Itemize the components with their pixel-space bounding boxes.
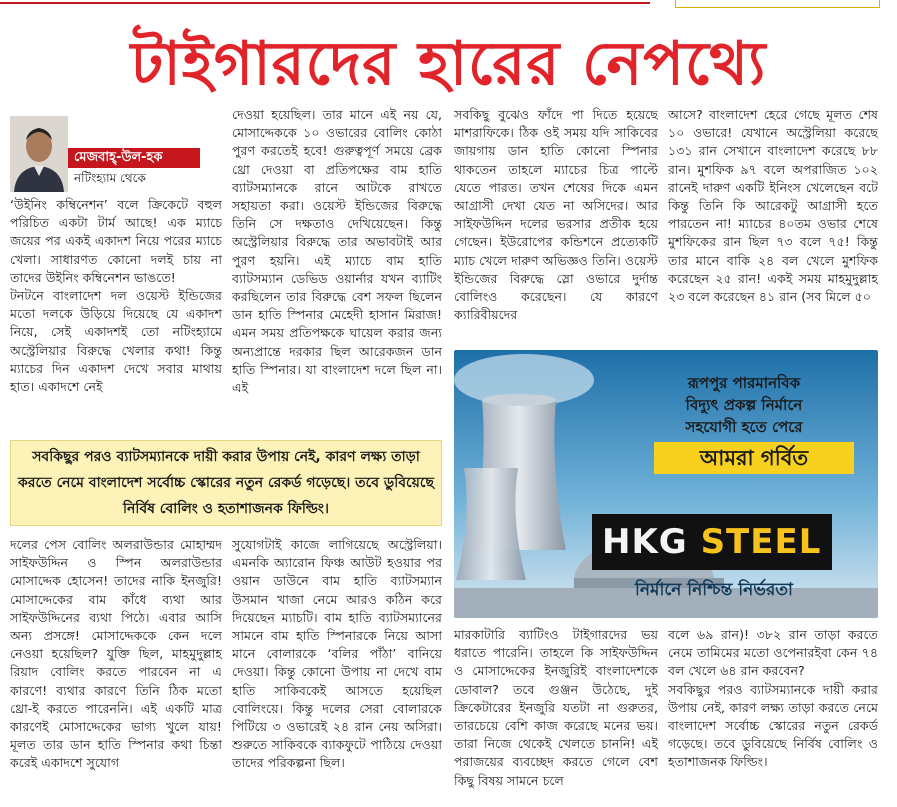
- top-rule: [0, 2, 650, 4]
- paragraph: সবকিছুর পরও ব্যাটসম্যানকে দায়ী করার উপায় নেই, কারণ লক্ষ্য তাড়া করতে নেমে বাংলাদেশ সর্বোচ্চ স্কোরের নতুন রেকর্ড গড়েছে। তবে ডুবিয়েছে নির্বিষ বোলিং ও হতাশাজনক ফিল্ডিং।: [668, 681, 878, 770]
- ad-headline: [634, 372, 854, 438]
- column-3-bottom: [454, 626, 658, 804]
- paragraph: সুযোগটাই কাজে লাগিয়েছে অস্ট্রেলিয়া। এমনকি অ্যারোন ফিঞ্চ আউট হওয়ার পর ওয়ান ডাউনে বাম হাতি ব্যাটসম্যান উসমান খাজা নেমে আরও কঠিন করে দিয়েছেন ম্যাচটি। বাম হাতি ব্যাটসম্যানের সামনে বাম হাতি স্পিনারকে নিয়ে আসা মানে বোলারকে ‘বলির পাঁঠা’ বানিয়ে দেওয়া। কিন্তু কোনো উপায় না দেখে বাম হাতি সাকিবকেই আসতে হয়েছিল বোলিংয়ে। কিন্তু দলের সেরা বোলারকে পিটিয়ে ৩ ওভারেই ২৪ রান নেয় অসিরা। শুরুতে সাকিবকে ব্যাকফুটে পাঠিয়ে দেওয়া তাদের পরিকল্পনা ছিল।: [232, 537, 442, 771]
- reporter-photo-icon: [10, 116, 68, 192]
- avatar: [10, 116, 68, 192]
- advertisement[interactable]: [454, 350, 878, 618]
- paragraph: বলে ৬৯ রান)! ৩৮২ রান তাড়া করতে নেমে তামিমের মতো ওপেনারইবা কেন ৭৪ বল খেলে ৬৪ রান করবেন?: [668, 627, 878, 679]
- paragraph: টনটনে বাংলাদেশ দল ওয়েস্ট ইন্ডিজের মতো দলকে উড়িয়ে দিয়েছে যে একাদশ নিয়ে, সেই একাদশই তো নটিংহ্যামে অস্ট্রেলিয়ার বিরুদ্ধে খেলার কথা! কিন্তু ম্যাচের দিন একাদশ দেখে সবার মাথায় হাত। একাদশে নেই: [10, 288, 222, 395]
- paragraph: আসে? বাংলাদেশ হেরে গেছে মূলত শেষ ১০ ওভারে! যেখানে অস্ট্রেলিয়া করেছে ১৩১ রান সেখানে বাংলাদেশ করেছে ৮৮ রান। মুশফিক ৯৭ বলে অপরাজিত ১০২ রানেই দারুণ একটি ইনিংস খেলেছেন বটে কিন্তু তিনি কি আরেকটু আগ্রাসী হতে পারতেন না! ম্যাচের ৪০তম ওভার শেষে মুশফিকের রান ছিল ৭৩ বলে ৭৫! কিন্তু তার মানে বাকি ২৪ বল খেলে মুশফিক করেছেন ২৫ রান! একই সময় মাহমুদুল্লাহ ২৩ বলে করেছেন ৪১ রান (সব মিলে ৫০: [668, 107, 878, 305]
- paragraph: দলের পেস বোলিং অলরাউন্ডার মোহাম্মদ সাইফউদ্দিন ও স্পিন অলরাউন্ডার মোসাদ্দেক হোসেন! তাদের নাকি ইনজুরি! মোসাদ্দেকের বাম কাঁধে ব্যথা আর সাইফউদ্দিনের ব্যথা পিঠে। এবার আসি অন্য প্রসঙ্গে! মোসাদ্দেককে কেন দলে নেওয়া হয়েছিল? যুক্তি ছিল, মাহমুদুল্লাহ রিয়াদ বোলিং করতে পারবেন না এ কারণে! ব্যথার কারণে তিনি ঠিক মতো থ্রো-ই করতে পারেননি। এই একটি মাত্র কারণেই মোসাদ্দেকের ভাগ্য খুলে যায়! মূলত তার ডান হাতি স্পিনার কথা চিন্তা করেই একাদশে সুযোগ: [10, 537, 222, 771]
- paragraph: দেওয়া হয়েছিল। তার মানে এই নয় যে, মোসাদ্দেককে ১০ ওভারের বোলিং কোঠা পুরণ করতেই হবে! গুরুত্বপূর্ণ সময়ে ব্রেক থ্রো দেওয়া বা প্রতিপক্ষের বাম হাতি ব্যাটসম্যানকে রানে আটকে রাখতে সহায়তা করা। ওয়েস্ট ইন্ডিজের বিরুদ্ধে তিনি সে দক্ষতাও দেখিয়েছেন। কিন্তু অস্ট্রেলিয়ার বিরুদ্ধে তার অভাবটাই আর পুরণ হয়নি। এই ম্যাচে বাম হাতি ব্যাটসম্যান ডেভিড ওয়ার্নার যখন ব্যাটিং করছিলেন তার বিরুদ্ধে বেশ সফল ছিলেন ডান হাতি স্পিনার মেহেদী হাসান মিরাজ! এমন সময় প্রতিপক্ষকে ঘায়েল করার জন্য অন্যপ্রান্তে দরকার ছিল আরেকজন ডান হাতি স্পিনার। যা বাংলাদেশ দলে ছিল না। এই: [232, 107, 442, 396]
- column-1-bottom: [10, 536, 222, 804]
- byline-location: নটিংহ্যাম থেকে: [68, 169, 200, 187]
- top-right-box: [675, 0, 880, 8]
- headline: টাইগারদের হারের নেপথ্যে: [130, 29, 767, 99]
- column-2-top: [232, 106, 442, 432]
- ad-line: রূপপুর পারমানবিক: [687, 374, 801, 392]
- byline-name: মেজবাহ্-উল-হক: [68, 148, 200, 168]
- column-4-bottom: [668, 626, 878, 804]
- ad-highlight: আমরা গর্বিত: [654, 442, 854, 474]
- paragraph: মারকাটারি ব্যাটিংও টাইগারদের ভয় ধরাতে পারেনি। তাহলে কি সাইফউদ্দিন ও মোসাদ্দেকের ইনজুরিই বাংলাদেশকে ডোবাল? তবে গুঞ্জন উঠেছে, দুই ক্রিকেটারের ইনজুরি যতটা না গুরুতর, তারচেয়ে বেশি কাজ করেছে মনের ভয়। তারা নিজে থেকেই খেলতে চাননি! এই পরাজয়ের ব্যবচ্ছেদ করতে গেলে বেশ কিছু বিষয় সামনে চলে: [454, 627, 658, 788]
- ad-line: বিদ্যুৎ প্রকল্প নির্মানে: [685, 396, 803, 414]
- column-3-top: [454, 106, 658, 342]
- column-1-top: [10, 196, 222, 432]
- ad-brand-logo: [592, 514, 832, 570]
- ad-line: সহযোগী হতে পেরে: [685, 418, 803, 436]
- brand-hkg: HKG: [602, 522, 688, 562]
- ad-tagline: নির্মানে নিশ্চিন্ত নির্ভরতা: [635, 580, 793, 600]
- paragraph: ‘উইনিং কম্বিনেশন’ বলে ক্রিকেটে বহুল পরিচিত একটা টার্ম আছে! এক ম্যাচে জয়ের পর একই একাদশ নিয়ে পরের ম্যাচে খেলা। সাধারণত কোনো দলই চায় না তাদের উইনিং কম্বিনেশন ভাঙতে!: [10, 197, 222, 285]
- top-strip: [0, 0, 897, 16]
- paragraph: সবকিছু বুঝেও ফাঁদে পা দিতে হয়েছে মাশরাফিকে। ঠিক ওই সময় যদি সাকিবের জায়গায় ডান হাতি কোনো স্পিনার থাকতেন তাহলে ম্যাচের চিত্র পাল্টে যেতে পারত। তখন শেষের দিকে এমন আগ্রাসী দেখা যেত না অসিদের। আর সাইফউদ্দিন দলের ভরসার প্রতীক হয়ে গেছেন। ইউরোপের কন্ডিশনে প্রত্যেকটি ম্যাচ খেলে দারুণ অভিজ্ঞও তিনি। ওয়েস্ট ইন্ডিজের বিরুদ্ধে স্লো ওভারে দুর্দান্ত বোলিংও করেছেন। যে কারণে ক্যারিবীয়দের: [454, 107, 658, 323]
- column-2-bottom: [232, 536, 442, 804]
- brand-steel: STEEL: [700, 522, 822, 562]
- pull-quote: সবকিছুর পরও ব্যাটসম্যানকে দায়ী করার উপায় নেই, কারণ লক্ষ্য তাড়া করতে নেমে বাংলাদেশ সর্বোচ্চ স্কোরের নতুন রেকর্ড গড়েছে। তবে ডুবিয়েছে নির্বিষ বোলিং ও হতাশাজনক ফিল্ডিং।: [10, 440, 442, 526]
- column-4-top: [668, 106, 878, 342]
- byline: [10, 116, 200, 192]
